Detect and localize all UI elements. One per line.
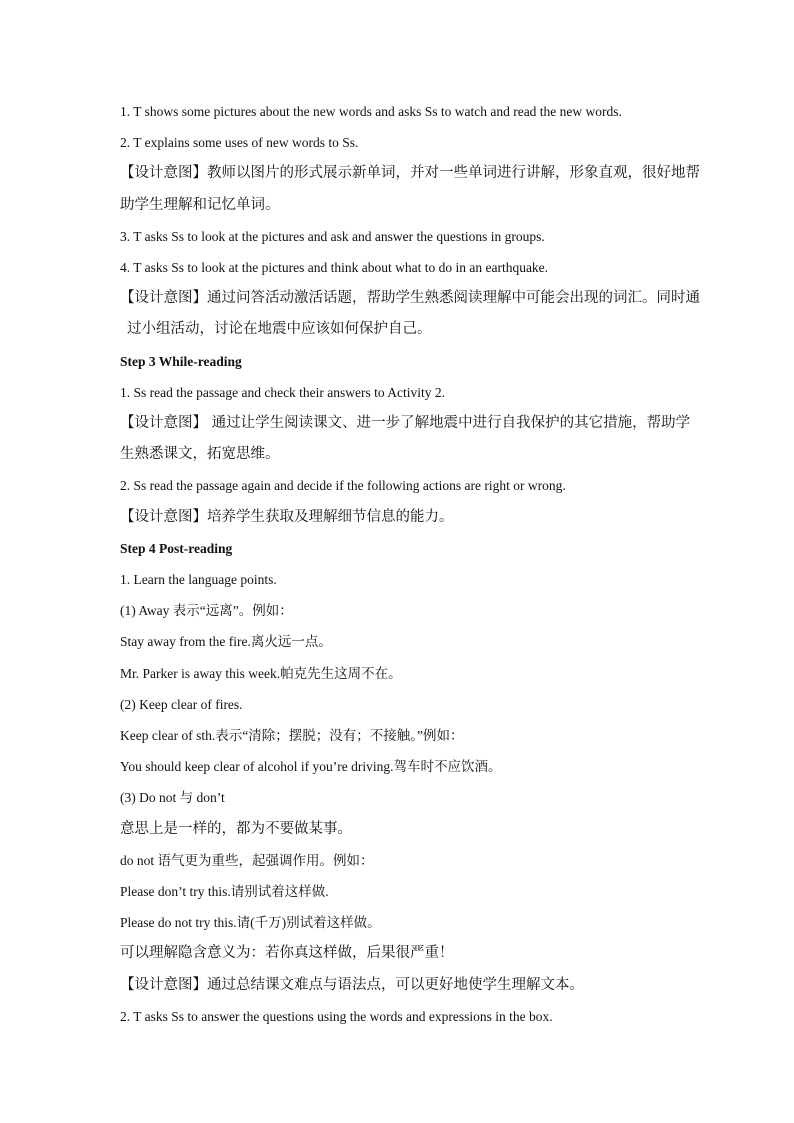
language-point-line: (1) Away 表示“远离”。例如： bbox=[120, 603, 293, 619]
design-intent-line: 【设计意图】通过问答活动激活话题，帮助学生熟悉阅读理解中可能会出现的词汇。同时通 bbox=[120, 290, 700, 307]
example-line: Mr. Parker is away this week.帕克先生这周不在。 bbox=[120, 665, 402, 681]
language-point-line: Keep clear of sth.表示“清除；摆脱；没有；不接触。”例如： bbox=[120, 728, 464, 744]
example-line: Stay away from the fire.离火远一点。 bbox=[120, 634, 332, 650]
example-line: Please do not try this.请(千万)别试着这样做。 bbox=[120, 915, 381, 931]
design-intent-line: 【设计意图】教师以图片的形式展示新单词，并对一些单词进行讲解，形象直观，很好地帮 bbox=[120, 165, 700, 182]
design-intent-line: 【设计意图】 通过让学生阅读课文、进一步了解地震中进行自我保护的其它措施，帮助学 bbox=[120, 415, 691, 432]
text-line: 3. T asks Ss to look at the pictures and ask and answer the questions in groups. bbox=[120, 228, 545, 244]
text-line: do not 语气更为重些，起强调作用。例如： bbox=[120, 852, 374, 868]
text-line: 可以理解隐含意义为：若你真这样做，后果很严重！ bbox=[120, 945, 454, 962]
text-line: 1. T shows some pictures about the new words and asks Ss to watch and read the new words. bbox=[120, 104, 622, 119]
text-line: 2. Ss read the passage again and decide if the following actions are right or wrong. bbox=[120, 478, 566, 494]
text-line: 1. Ss read the passage and check their answers to Activity 2. bbox=[120, 384, 446, 400]
design-intent-line: 【设计意图】培养学生获取及理解细节信息的能力。 bbox=[120, 508, 454, 525]
example-line: Please don’t try this.请别试着这样做. bbox=[120, 884, 329, 900]
section-heading: Step 4 Post-reading bbox=[120, 540, 233, 556]
example-line: You should keep clear of alcohol if you’re driving.驾车时不应饮酒。 bbox=[120, 759, 502, 775]
text-line: 1. Learn the language points. bbox=[120, 572, 277, 588]
language-point-line: (3) Do not 与 don’t bbox=[120, 790, 225, 806]
language-point-line: (2) Keep clear of fires. bbox=[120, 696, 243, 712]
lesson-plan-body bbox=[120, 96, 700, 1032]
text-line: 意思上是一样的，都为不要做某事。 bbox=[120, 820, 352, 837]
text-line: 4. T asks Ss to look at the pictures and think about what to do in an earthquake. bbox=[120, 260, 549, 276]
design-intent-line: 过小组活动，讨论在地震中应该如何保护自己。 bbox=[127, 321, 432, 338]
design-intent-line: 助学生理解和记忆单词。 bbox=[120, 196, 280, 213]
text-line: 2. T explains some uses of new words to Ss. bbox=[120, 135, 359, 151]
section-heading: Step 3 While-reading bbox=[120, 353, 242, 369]
design-intent-line: 生熟悉课文，拓宽思维。 bbox=[120, 446, 280, 463]
text-line: 2. T asks Ss to answer the questions using the words and expressions in the box. bbox=[120, 1008, 553, 1024]
design-intent-line: 【设计意图】通过总结课文难点与语法点，可以更好地使学生理解文本。 bbox=[120, 976, 584, 993]
